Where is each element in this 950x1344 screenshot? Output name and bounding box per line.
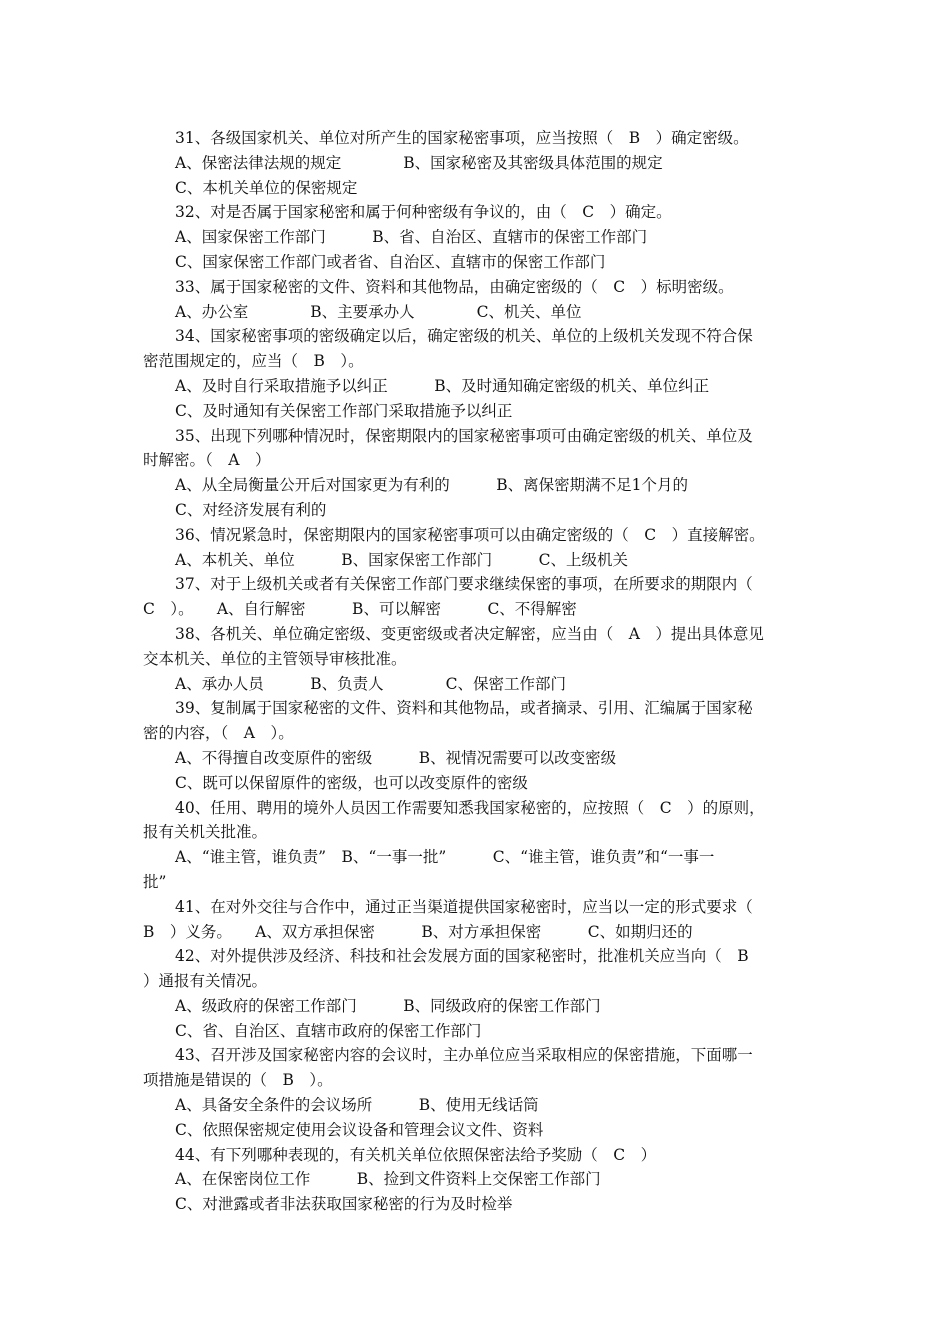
text-line: 43、召开涉及国家秘密内容的会议时，主办单位应当采取相应的保密措施，下面哪一: [175, 1046, 753, 1065]
text-line: C、本机关单位的保密规定: [175, 178, 358, 197]
text-line: 39、复制属于国家秘密的文件、资料和其他物品，或者摘录、引用、汇编属于国家秘: [175, 699, 753, 718]
text-line: B ）义务。 A、双方承担保密 B、对方承担保密 C、如期归还的: [143, 922, 693, 941]
text-line: A、承办人员 B、负责人 C、保密工作部门: [175, 674, 566, 693]
text-line: A、国家保密工作部门 B、省、自治区、直辖市的保密工作部门: [175, 228, 648, 247]
text-line: 41、在对外交往与合作中，通过正当渠道提供国家秘密时，应当以一定的形式要求（: [175, 897, 753, 916]
text-line: A、具备安全条件的会议场所 B、使用无线话筒: [175, 1096, 539, 1115]
text-line: 37、对于上级机关或者有关保密工作部门要求继续保密的事项，在所要求的期限内（: [175, 575, 753, 594]
text-line: 33、属于国家秘密的文件、资料和其他物品，由确定密级的（ C ）标明密级。: [175, 277, 734, 296]
text-line: A、及时自行采取措施予以纠正 B、及时通知确定密级的机关、单位纠正: [175, 376, 710, 395]
text-line: 32、对是否属于国家秘密和属于何种密级有争议的，由（ C ）确定。: [175, 203, 672, 222]
text-line: 38、各机关、单位确定密级、变更密级或者决定解密，应当由（ A ）提出具体意见: [175, 624, 764, 643]
text-line: 批”: [143, 872, 167, 891]
text-line: A、保密法律法规的规定 B、国家秘密及其密级具体范围的规定: [175, 153, 663, 172]
text-line: C、既可以保留原件的密级，也可以改变原件的密级: [175, 773, 528, 792]
text-line: 31、各级国家机关、单位对所产生的国家秘密事项，应当按照（ B ）确定密级。: [175, 129, 749, 147]
text-line: C、对经济发展有利的: [175, 500, 327, 519]
text-line: A、办公室 B、主要承办人 C、机关、单位: [175, 302, 582, 321]
text-line: 密范围规定的，应当（ B ）。: [143, 352, 364, 371]
text-line: 44、有下列哪种表现的，有关机关单位依照保密法给予奖励（ C ）: [175, 1145, 657, 1164]
text-line: 项措施是错误的（ B ）。: [143, 1071, 333, 1090]
text-line: A、在保密岗位工作 B、捡到文件资料上交保密工作部门: [175, 1170, 601, 1189]
text-line: 时解密。（ A ）: [143, 451, 271, 470]
text-line: 36、情况紧急时，保密期限内的国家秘密事项可以由确定密级的（ C ）直接解密。: [175, 525, 765, 544]
text-line: C、国家保密工作部门或者省、自治区、直辖市的保密工作部门: [175, 252, 606, 271]
question-list: [143, 126, 808, 1217]
text-line: A、级政府的保密工作部门 B、同级政府的保密工作部门: [175, 996, 601, 1015]
text-line: 42、对外提供涉及经济、科技和社会发展方面的国家秘密时，批准机关应当向（ B: [175, 947, 749, 966]
text-line: 报有关机关批准。: [143, 823, 268, 842]
text-line: C、省、自治区、直辖市政府的保密工作部门: [175, 1021, 482, 1040]
text-line: 40、任用、聘用的境外人员因工作需要知悉我国家秘密的，应按照（ C ）的原则，: [175, 798, 765, 817]
text-line: C ）。 A、自行解密 B、可以解密 C、不得解密: [143, 600, 577, 619]
text-line: A、本机关、单位 B、国家保密工作部门 C、上级机关: [175, 550, 628, 569]
text-line: ）通报有关情况。: [143, 972, 268, 991]
text-line: 35、出现下列哪种情况时，保密期限内的国家秘密事项可由确定密级的机关、单位及: [175, 426, 753, 445]
text-line: A、从全局衡量公开后对国家更为有利的 B、离保密期满不足1个月的: [175, 476, 688, 495]
text-line: A、不得擅自改变原件的密级 B、视情况需要可以改变密级: [175, 748, 617, 767]
text-line: 密的内容，（ A ）。: [143, 724, 294, 743]
text-line: C、对泄露或者非法获取国家秘密的行为及时检举: [175, 1195, 513, 1214]
text-line: 交本机关、单位的主管领导审核批准。: [143, 649, 407, 668]
text-line: C、依照保密规定使用会议设备和管理会议文件、资料: [175, 1120, 544, 1139]
text-line: C、及时通知有关保密工作部门采取措施予以纠正: [175, 401, 513, 420]
text-line: A、“谁主管，谁负责” B、“一事一批” C、“谁主管，谁负责”和“一事一: [175, 848, 715, 867]
text-line: 34、国家秘密事项的密级确定以后，确定密级的机关、单位的上级机关发现不符合保: [175, 327, 753, 346]
